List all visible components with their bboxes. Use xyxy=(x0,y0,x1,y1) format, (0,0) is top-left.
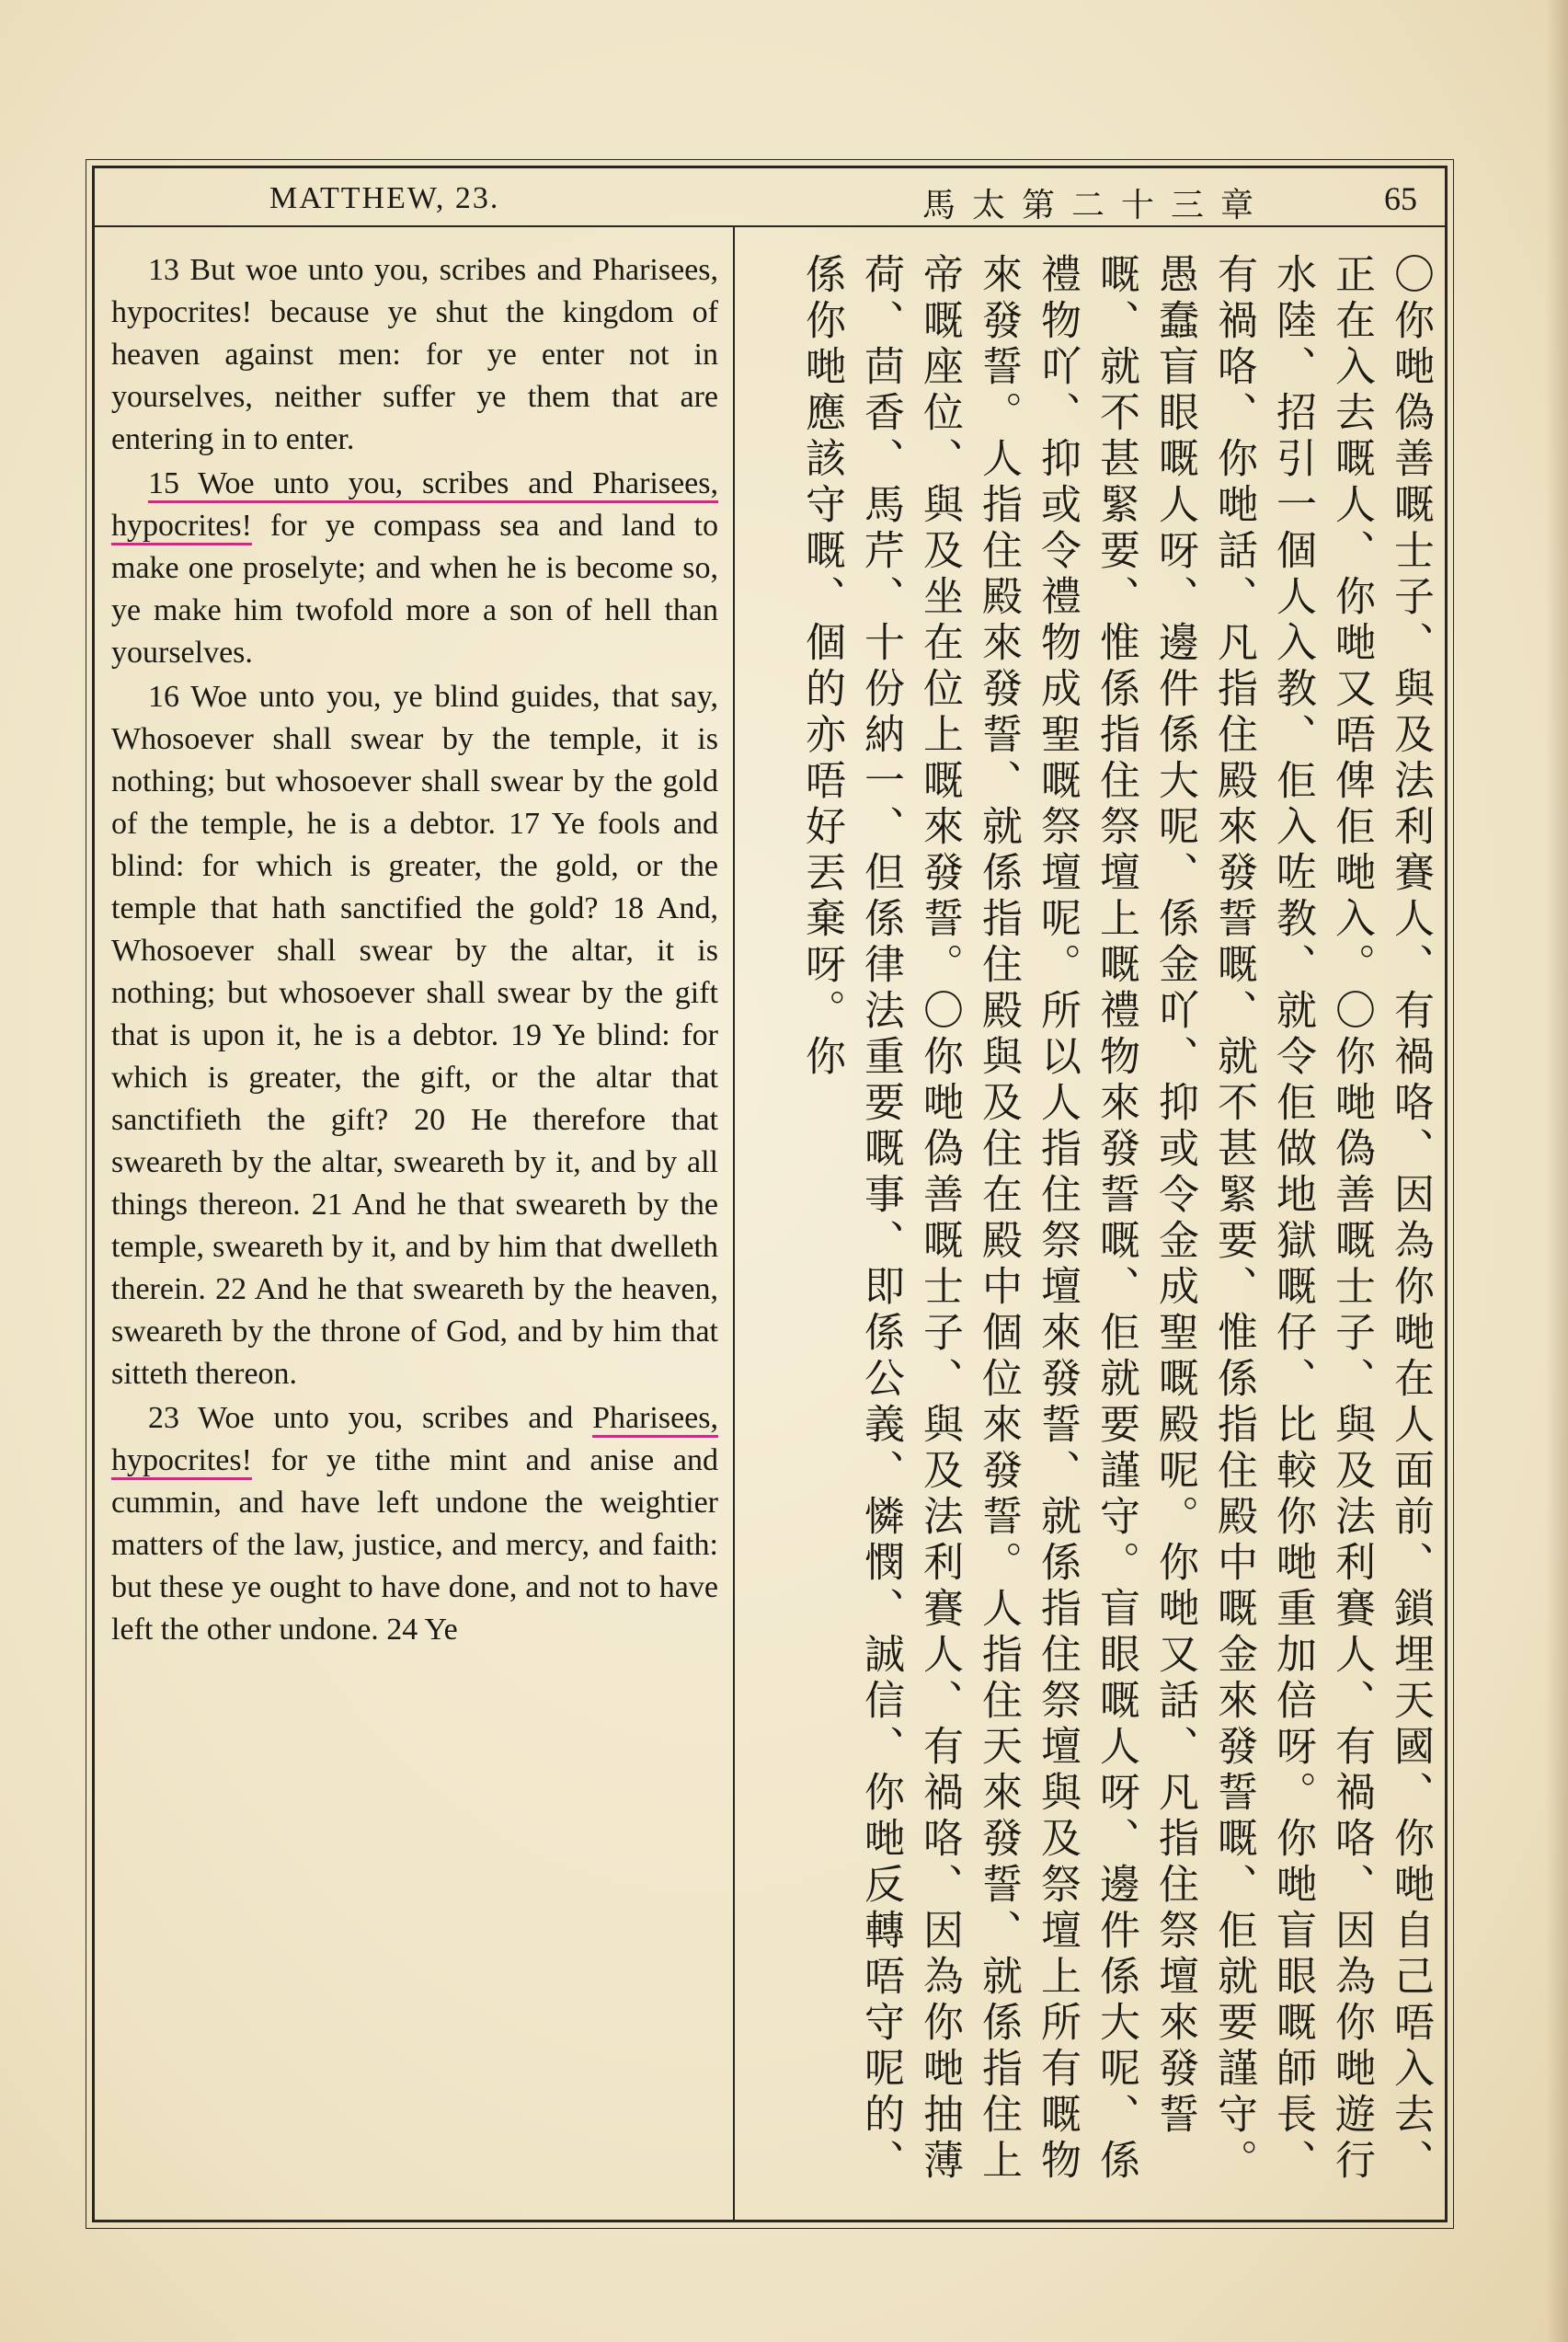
verse-23-start: 23 Woe unto you, scribes and xyxy=(148,1401,593,1435)
page-number: 65 xyxy=(1384,180,1417,217)
verses-16-22: 16 Woe unto you, ye blind guides, that say, Whosoever shall swear by the temple, it is nothing; but whosoever shall swear by the gold of the temple, he is a debtor. 17 Ye fools and blind: for which is greater, the gold, or the temple that hath sanctified the gold? 18 And, Whosoever shall swear by the altar, it is nothing; but whosoever shall swear by the gift that is upon it, he is a debtor. 19 Ye blind: for which is greater, the gift, or the altar that sanctifieth the gift? 20 He therefore that sweareth by the altar, sweareth by it, and by all things thereon. 21 And he that sweareth by the temple, sweareth by it, and by him that dwelleth therein. 22 And he that sweareth by the heaven, sweareth by the throne of God, and by him that sitteth thereon. xyxy=(111,680,718,1391)
verse-23-highlight: Pharisees, hypocrites! xyxy=(111,1401,718,1477)
verse-23-rest: for ye tithe mint and anise and cummin, and have left undone the weightier matters of the law, justice, and mercy, and faith: but these ye ought to have done, and not to have left the other undone. 24 Ye xyxy=(111,1443,718,1647)
chinese-column: 〇你哋偽善嘅士子、與及法利賽人、有禍咯、因為你哋在人面前、鎖埋天國、你哋自己唔入去、正在入去嘅人、你哋又唔俾佢哋入。〇你哋偽善嘅士子、與及法利賽人、有禍咯、因為你哋遊行水陸、招引一個人入教、佢入咗教、就令佢做地獄嘅仔、比較你哋重加倍呀。你哋盲眼嘅師長、有禍咯、你哋話、凡指住殿來發誓嘅、就不甚緊要、惟係指住殿中嘅金來發誓嘅、佢就要謹守。愚蠢盲眼嘅人呀、邊件係大呢、係金吖、抑或令金成聖嘅殿呢。你哋又話、凡指住祭壇來發誓嘅、就不甚緊要、惟係指住祭壇上嘅禮物來發誓嘅、佢就要謹守。盲眼嘅人呀、邊件係大呢、係禮物吖、抑或令禮物成聖嘅祭壇呢。所以人指住祭壇來發誓、就係指住祭壇與及祭壇上所有嘅物來發誓。人指住殿來發誓、就係指住殿與及住在殿中個位來發誓。人指住天來發誓、就係指住上帝嘅座位、與及坐在位上嘅來發誓。〇你哋偽善嘅士子、與及法利賽人、有禍咯、因為你哋抽薄荷、茴香、馬芹、十份納一、但係律法重要嘅事、即係公義、憐憫、誠信、你哋反轉唔守呢的、係你哋應該守嘅、個的亦唔好丟棄呀。你 xyxy=(798,253,1434,2185)
verse-15-highlight: 15 Woe unto you, scribes and Pharisees, hypocrites! xyxy=(111,466,718,543)
verse-13: 13 But woe unto you, scribes and Pharisees, hypocrites! because ye shut the kingdom of heaven against men: for ye enter not in yourselves, neither suffer ye them that are entering in to enter. xyxy=(111,253,718,456)
verse-15-rest: for ye compass sea and land to make one proselyte; and when he is become so, ye make him twofold more a son of hell than yourselves. xyxy=(111,509,718,670)
running-header xyxy=(95,168,1445,227)
chinese-chapter-heading: 馬太第二十三章 xyxy=(922,187,1271,224)
english-column xyxy=(111,249,718,1653)
page-edge-shadow xyxy=(1546,0,1568,2342)
book-chapter-heading: MATTHEW, 23. xyxy=(269,181,500,215)
page-frame xyxy=(92,166,1448,2222)
verse-15 xyxy=(111,463,718,674)
column-divider xyxy=(733,225,735,2220)
verse-23 xyxy=(111,1397,718,1651)
